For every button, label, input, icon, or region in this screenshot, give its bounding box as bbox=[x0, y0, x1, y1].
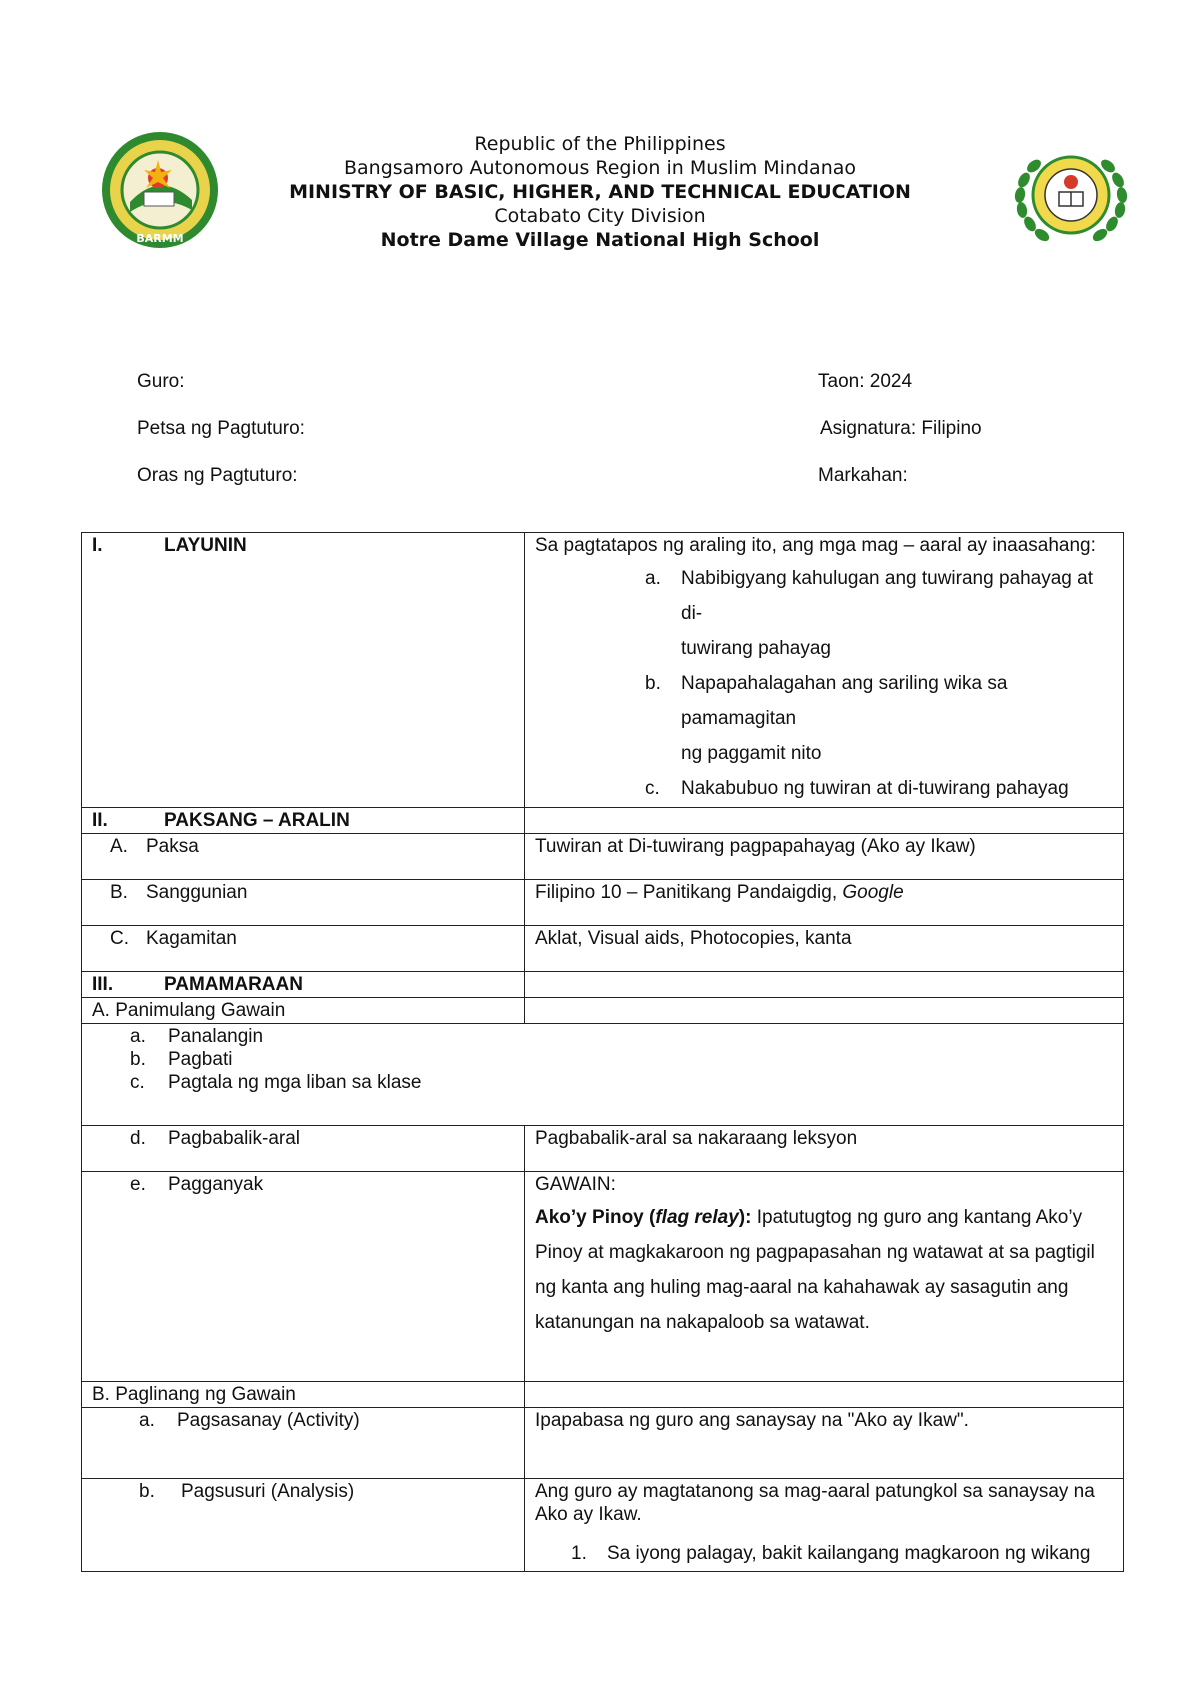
pagganyak-row: e. Pagganyak GAWAIN: Ako’y Pinoy (flag relay): Ipatutugtog ng guro ang kantang Ako’y Pinoy at magkakaroon ng pagpapasahan ng watawat at sa pagtigil ng kanta ang huling mag-aaral na kahahawak ay sasagutin ang katanungan na nakapaloob sa watawat. bbox=[82, 1172, 1124, 1382]
pagganyak-label: Pagganyak bbox=[168, 1174, 264, 1195]
pagbabalik-aral-row: d. Pagbabalik-aral Pagbabalik-aral sa nakaraang leksyon bbox=[82, 1126, 1124, 1172]
section-title-layunin: LAYUNIN bbox=[164, 535, 247, 556]
section-number: II. bbox=[92, 810, 108, 831]
header-region: Bangsamoro Autonomous Region in Muslim Mindanao bbox=[343, 157, 857, 179]
pamamaraan-header-row bbox=[82, 972, 1124, 998]
pagsusuri-value: Ang guro ay magtatanong sa mag-aaral patungkol sa sanaysay na Ako ay Ikaw. bbox=[535, 1481, 1095, 1525]
kagamitan-row: C. Kagamitan Aklat, Visual aids, Photocopies, kanta bbox=[82, 926, 1124, 972]
paksa-row: A. Paksa Tuwiran at Di-tuwirang pagpapahayag (Ako ay Ikaw) bbox=[82, 834, 1124, 880]
paglinang-gawain-row bbox=[82, 1382, 1124, 1408]
list-item: c. Pagtala ng mga liban sa klase bbox=[130, 1072, 422, 1093]
paglinang-gawain-label: B. Paglinang ng Gawain bbox=[82, 1382, 525, 1408]
kagamitan-label: Kagamitan bbox=[146, 928, 237, 949]
header-republic: Republic of the Philippines bbox=[474, 133, 726, 155]
pagsasanay-value: Ipapabasa ng guro ang sanaysay na "Ako ay Ikaw". bbox=[525, 1408, 1124, 1479]
gawain-label: GAWAIN: bbox=[535, 1174, 616, 1195]
pagbabalik-aral-label: Pagbabalik-aral bbox=[168, 1128, 301, 1149]
section-number: I. bbox=[92, 535, 103, 556]
panimulang-items-row bbox=[82, 1024, 1124, 1126]
question-item: 1. Sa iyong palagay, bakit kailangang magkaroon ng wikang bbox=[571, 1543, 1091, 1564]
pagsusuri-label: Pagsusuri (Analysis) bbox=[181, 1481, 355, 1502]
gawain-description: Ako’y Pinoy (flag relay): Ipatutugtog ng guro ang kantang Ako’y Pinoy at magkakaroon ng pagpapasahan ng watawat at sa pagtigil ng kanta ang huling mag-aaral na kahahawak ay sasagutin ang katanungan na nakapaloob sa watawat. bbox=[535, 1207, 1095, 1333]
pagbabalik-aral-value: Pagbabalik-aral sa nakaraang leksyon bbox=[525, 1126, 1124, 1172]
panimulang-gawain-label: A. Panimulang Gawain bbox=[82, 998, 525, 1024]
section-number: III. bbox=[92, 974, 114, 995]
oras-field: Oras ng Pagtuturo: bbox=[137, 465, 298, 486]
objective-item: c. Nakabubuo ng tuwiran at di-tuwirang pahayag bbox=[645, 778, 1069, 799]
sanggunian-label: Sanggunian bbox=[146, 882, 248, 903]
pagsusuri-row: b. Pagsusuri (Analysis) Ang guro ay magtatanong sa mag-aaral patungkol sa sanaysay na Ako ay Ikaw. 1. Sa iyong palagay, bakit kailangang magkaroon ng wikang bbox=[82, 1479, 1124, 1572]
section-title-pamamaraan: PAMAMARAAN bbox=[164, 974, 303, 995]
seal-lettering: BARMM bbox=[136, 232, 184, 245]
petsa-field: Petsa ng Pagtuturo: bbox=[137, 418, 305, 439]
pagsasanay-row: a. Pagsasanay (Activity) Ipapabasa ng guro ang sanaysay na "Ako ay Ikaw". bbox=[82, 1408, 1124, 1479]
lesson-plan-table bbox=[81, 532, 1124, 1572]
pagsasanay-label: Pagsasanay (Activity) bbox=[177, 1410, 360, 1431]
paksa-label: Paksa bbox=[146, 836, 199, 857]
objective-item: b. Napapahalagahan ang sariling wika sa pamamagitan ng paggamit nito bbox=[645, 673, 1008, 764]
sanggunian-value: Filipino 10 – Panitikang Pandaigdig, bbox=[535, 882, 843, 903]
list-item: b. Pagbati bbox=[130, 1049, 233, 1070]
objective-item: a. Nabibigyang kahulugan ang tuwirang pahayag at di- tuwirang pahayag bbox=[645, 568, 1093, 659]
taon-field: Taon: 2024 bbox=[818, 371, 913, 392]
asignatura-field: Asignatura: Filipino bbox=[820, 418, 982, 439]
sanggunian-italic: Google bbox=[842, 882, 904, 903]
section-title-paksang: PAKSANG – ARALIN bbox=[164, 810, 350, 831]
list-item: a. Panalangin bbox=[130, 1026, 264, 1047]
markahan-field: Markahan: bbox=[818, 465, 908, 486]
layunin-row bbox=[82, 533, 1124, 808]
sanggunian-row: B. Sanggunian Filipino 10 – Panitikang Pandaigdig, Google bbox=[82, 880, 1124, 926]
guro-field: Guro: bbox=[137, 371, 185, 392]
paksa-value: Tuwiran at Di-tuwirang pagpapahayag (Ako ay Ikaw) bbox=[525, 834, 1124, 880]
header-school: Notre Dame Village National High School bbox=[380, 229, 820, 251]
layunin-intro: Sa pagtatapos ng araling ito, ang mga mag – aaral ay inaasahang: bbox=[535, 535, 1096, 556]
kagamitan-value: Aklat, Visual aids, Photocopies, kanta bbox=[525, 926, 1124, 972]
header-ministry: MINISTRY OF BASIC, HIGHER, AND TECHNICAL EDUCATION bbox=[289, 181, 911, 203]
panimulang-gawain-row bbox=[82, 998, 1124, 1024]
header-division: Cotabato City Division bbox=[494, 205, 706, 227]
paksang-aralin-header-row bbox=[82, 808, 1124, 834]
document-header bbox=[0, 132, 1200, 252]
